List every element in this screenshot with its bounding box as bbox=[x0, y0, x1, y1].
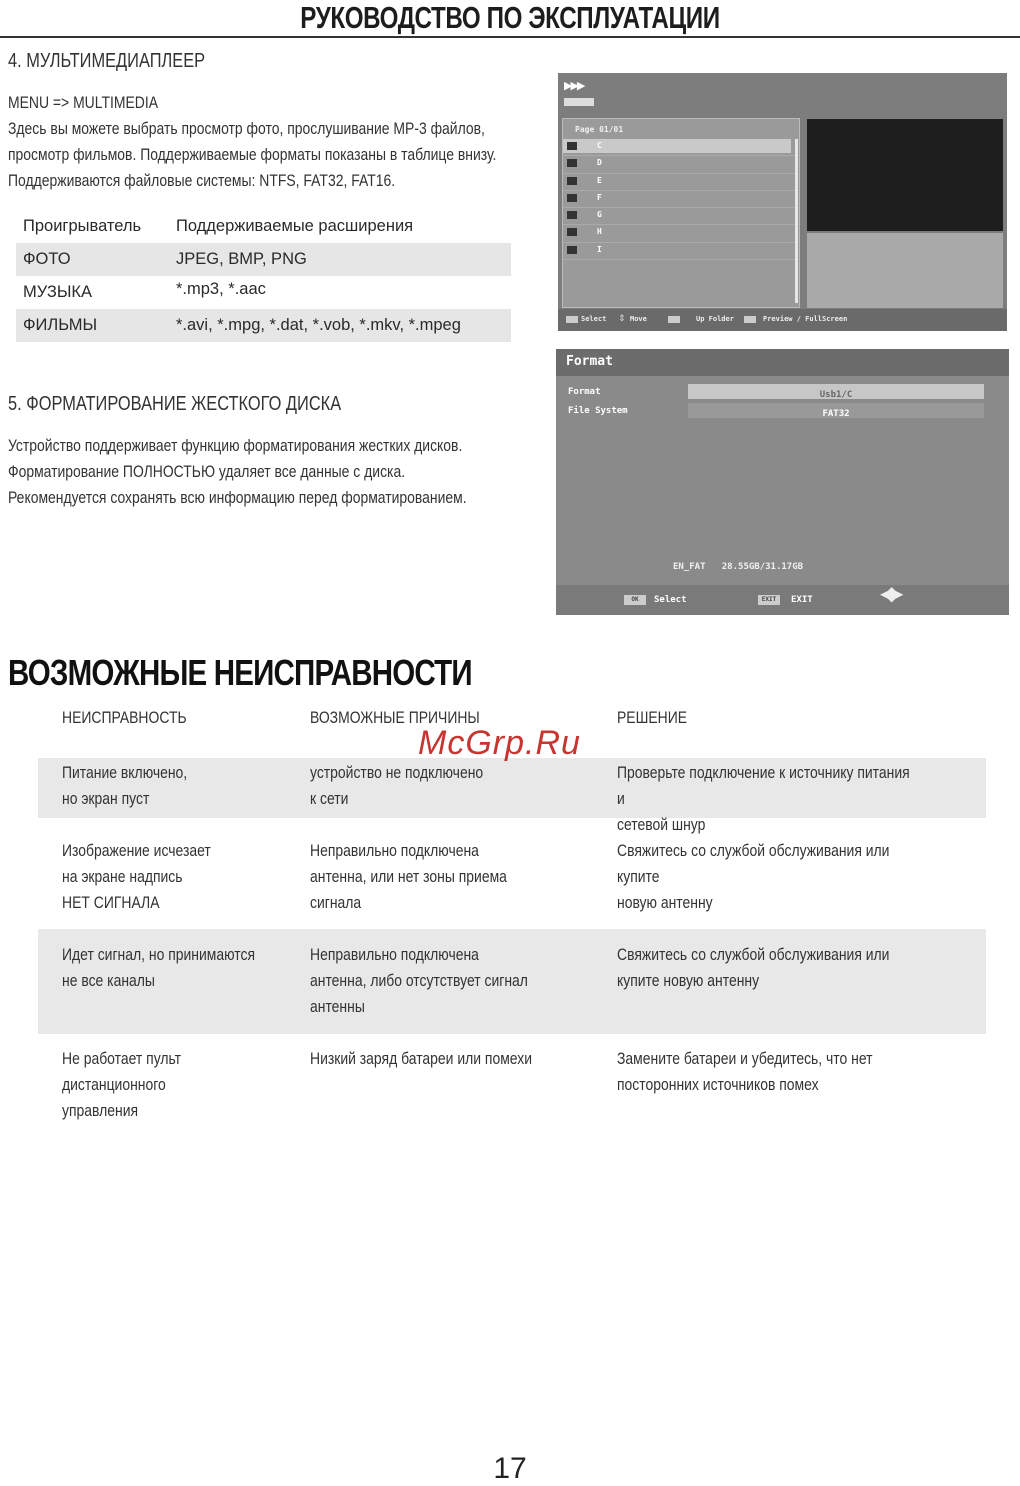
file-list-panel bbox=[562, 118, 800, 308]
extensions-table bbox=[16, 210, 511, 342]
format-title-bar bbox=[556, 349, 1009, 376]
drive-info: EN_FAT 28.55GB/31.17GB bbox=[673, 562, 804, 572]
exit-label[interactable]: EXIT bbox=[791, 595, 813, 605]
format-title: Format bbox=[566, 354, 613, 369]
column-header-extensions: Поддерживаемые расширения bbox=[176, 217, 414, 235]
drive-list bbox=[563, 139, 799, 260]
cause-cell: устройство не подключено к сети bbox=[310, 763, 484, 808]
extensions-cell: *.mp3, *.aac bbox=[176, 280, 266, 298]
table-header-row bbox=[16, 210, 511, 243]
list-item[interactable]: F bbox=[563, 191, 799, 208]
table-row bbox=[16, 276, 511, 309]
move-arrows-icon: ⇕ bbox=[618, 313, 626, 323]
folder-icon bbox=[567, 194, 577, 202]
folder-icon bbox=[567, 228, 577, 236]
table-row bbox=[38, 758, 986, 834]
player-cell: ФОТО bbox=[23, 250, 71, 268]
list-item[interactable]: C bbox=[563, 139, 799, 156]
device-tab-icon bbox=[564, 98, 594, 106]
preview-key-icon bbox=[744, 316, 756, 323]
table-row bbox=[16, 243, 511, 276]
table-row bbox=[38, 1044, 986, 1134]
list-item[interactable]: G bbox=[563, 208, 799, 225]
page-indicator: Page 01/01 bbox=[575, 125, 624, 134]
fault-cell: Изображение исчезает на экране надпись НЕТ СИГНАЛА bbox=[62, 841, 211, 912]
list-item[interactable]: H bbox=[563, 225, 799, 242]
column-header-solution: РЕШЕНИЕ bbox=[617, 708, 688, 727]
format-label: Format bbox=[568, 387, 601, 397]
format-screenshot bbox=[556, 349, 1009, 615]
section-4-line: Поддерживаются файловые системы: NTFS, FAT32, FAT16. bbox=[8, 171, 396, 190]
player-cell: ФИЛЬМЫ bbox=[23, 316, 98, 334]
player-cell: МУЗЫКА bbox=[23, 283, 93, 301]
solution-cell: Замените батареи и убедитесь, что нет посторонних источников помех bbox=[617, 1049, 873, 1094]
ok-key: OK bbox=[624, 595, 646, 605]
file-system-value-field[interactable]: FAT32 bbox=[688, 403, 984, 418]
cause-cell: Неправильно подключена антенна, или нет зоны приема сигнала bbox=[310, 841, 507, 912]
table-row bbox=[38, 929, 986, 1034]
cause-cell: Неправильно подключена антенна, либо отсутствует сигнал антенны bbox=[310, 945, 528, 1016]
column-header-fault: НЕИСПРАВНОСТЬ bbox=[62, 708, 187, 727]
screen-footer: Select ⇕ Move Up Folder Preview / FullScreen bbox=[558, 309, 1007, 331]
fault-cell: Идет сигнал, но принимаются не все каналы bbox=[62, 945, 256, 990]
section-4-line: Здесь вы можете выбрать просмотр фото, прослушивание MP-3 файлов, bbox=[8, 119, 485, 138]
folder-icon bbox=[567, 246, 577, 254]
menu-path: MENU => MULTIMEDIA bbox=[8, 93, 159, 112]
page-header bbox=[0, 0, 1020, 38]
list-item[interactable]: E bbox=[563, 174, 799, 191]
section-5-line: Рекомендуется сохранять всю информацию перед форматированием. bbox=[8, 488, 467, 507]
exit-key: EXIT bbox=[758, 595, 780, 605]
page-number: 17 bbox=[493, 1452, 527, 1485]
section-5-heading: 5. ФОРМАТИРОВАНИЕ ЖЕСТКОГО ДИСКА bbox=[8, 393, 342, 415]
watermark: McGrp.Ru bbox=[418, 724, 581, 762]
cause-cell: Низкий заряд батареи или помехи bbox=[310, 1049, 533, 1068]
fault-cell: Не работает пульт дистанционного управления bbox=[62, 1049, 182, 1120]
faults-heading: ВОЗМОЖНЫЕ НЕИСПРАВНОСТИ bbox=[8, 652, 472, 693]
table-row bbox=[16, 309, 511, 342]
multimedia-screenshot bbox=[558, 73, 1007, 331]
folder-icon bbox=[567, 211, 577, 219]
navigation-arrows-icon: ◂◆▸ bbox=[880, 583, 898, 605]
preview-window bbox=[807, 119, 1003, 231]
section-4-heading: 4. МУЛЬТИМЕДИАПЛЕЕР bbox=[8, 50, 206, 72]
select-key-icon bbox=[566, 316, 578, 323]
format-footer bbox=[556, 585, 1009, 615]
column-header-player: Проигрыватель bbox=[23, 217, 142, 235]
fault-cell: Питание включено, но экран пуст bbox=[62, 763, 188, 808]
table-row bbox=[38, 836, 986, 926]
solution-cell: Проверьте подключение к источнику питания и сетевой шнур bbox=[617, 763, 910, 834]
folder-icon bbox=[567, 177, 577, 185]
format-value-field[interactable]: Usb1/C bbox=[688, 384, 984, 399]
up-folder-key-icon bbox=[668, 316, 680, 323]
folder-icon bbox=[567, 142, 577, 150]
list-item[interactable]: D bbox=[563, 156, 799, 173]
extensions-cell: JPEG, BMP, PNG bbox=[176, 250, 307, 268]
select-label[interactable]: Select bbox=[654, 595, 687, 605]
folder-icon bbox=[567, 159, 577, 167]
file-system-label: File System bbox=[568, 406, 628, 416]
section-5-line: Устройство поддерживает функцию форматирования жестких дисков. bbox=[8, 436, 463, 455]
section-4-line: просмотр фильмов. Поддерживаемые форматы показаны в таблице внизу. bbox=[8, 145, 497, 164]
info-panel bbox=[807, 233, 1003, 308]
movie-icon: ▶▶▶ bbox=[564, 80, 584, 92]
solution-cell: Свяжитесь со службой обслуживания или купите новую антенну bbox=[617, 945, 890, 990]
section-5-line: Форматирование ПОЛНОСТЬЮ удаляет все данные с диска. bbox=[8, 462, 406, 481]
extensions-cell: *.avi, *.mpg, *.dat, *.vob, *.mkv, *.mpeg bbox=[176, 316, 461, 334]
scrollbar[interactable] bbox=[795, 139, 798, 303]
page-title: РУКОВОДСТВО ПО ЭКСПЛУАТАЦИИ bbox=[300, 0, 720, 35]
solution-cell: Свяжитесь со службой обслуживания или купите новую антенну bbox=[617, 841, 890, 912]
column-header-cause: ВОЗМОЖНЫЕ ПРИЧИНЫ bbox=[310, 708, 480, 727]
list-item[interactable]: I bbox=[563, 243, 799, 260]
